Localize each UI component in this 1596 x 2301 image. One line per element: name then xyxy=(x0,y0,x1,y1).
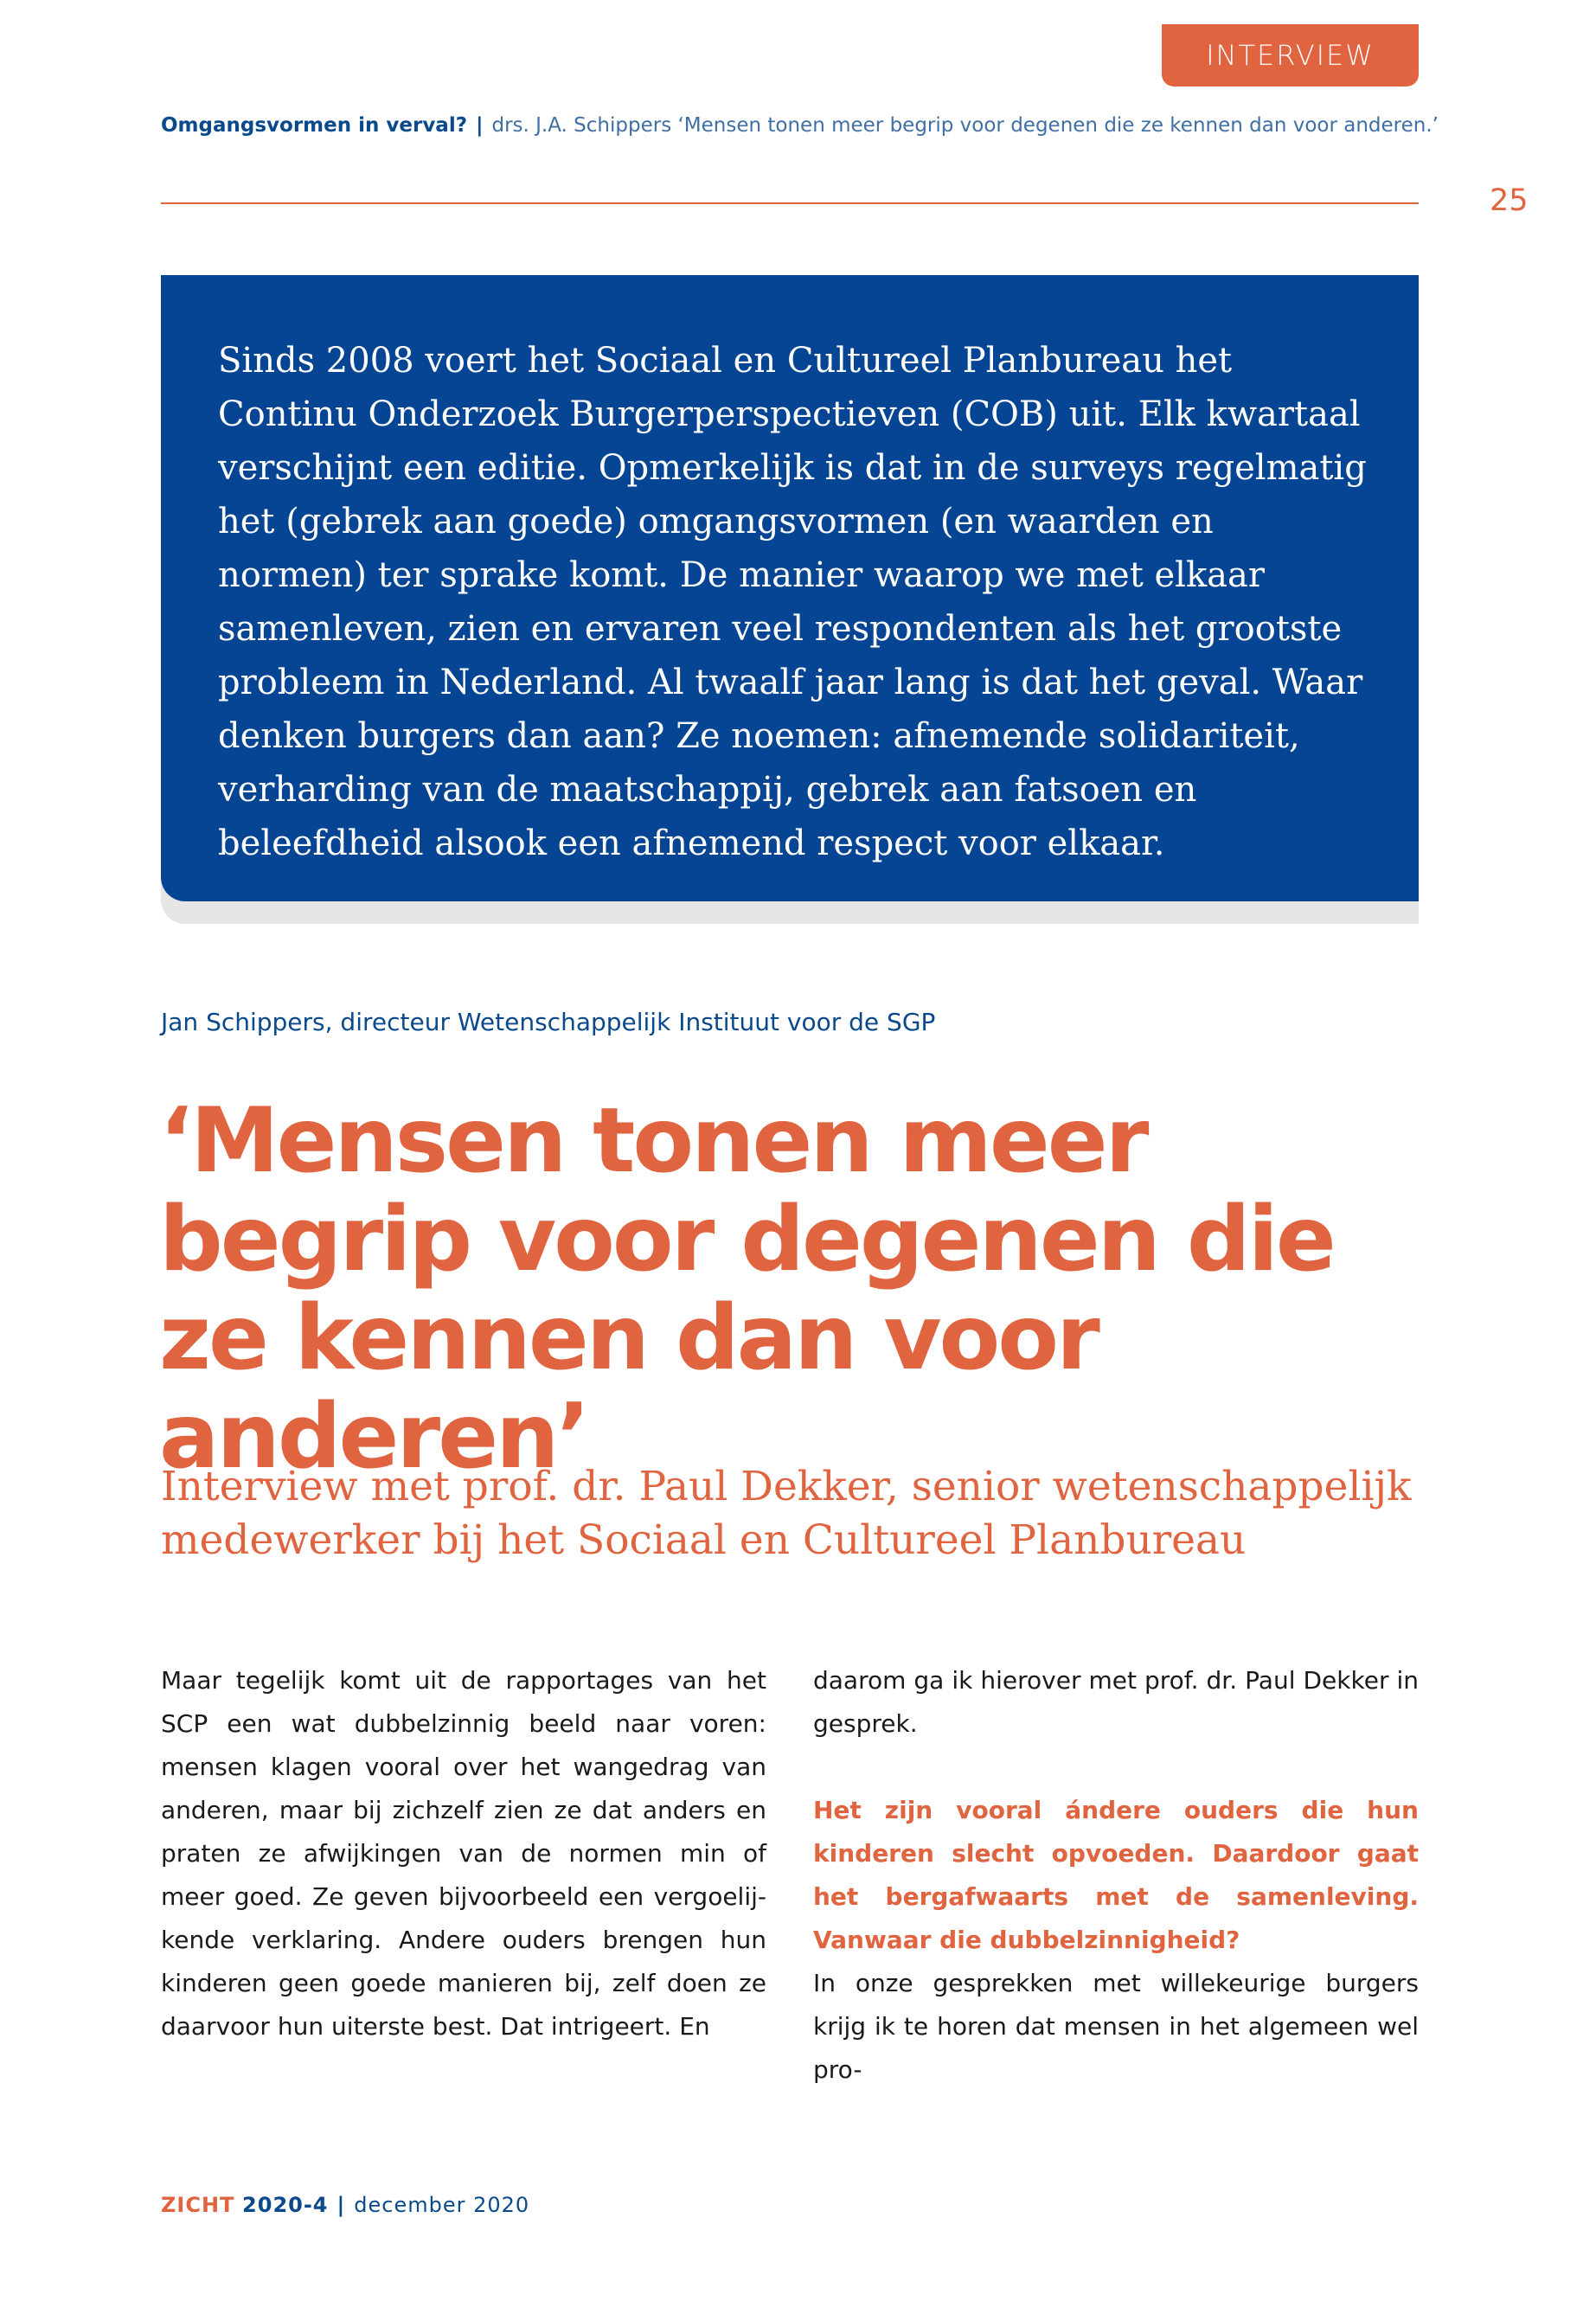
right-column xyxy=(813,1659,1419,2092)
footer-separator: | xyxy=(337,2193,346,2217)
series-title: Omgangsvormen in verval? xyxy=(161,114,468,137)
header-rule xyxy=(161,202,1419,204)
footer-magazine: ZICHT xyxy=(161,2193,235,2217)
intro-box xyxy=(161,275,1419,901)
section-tab-label: INTERVIEW xyxy=(1206,39,1375,72)
header-subtitle: drs. J.A. Schippers ‘Mensen tonen meer begrip voor degenen die ze kennen dan voor anderen.’ xyxy=(491,114,1439,137)
footer-date: december 2020 xyxy=(354,2193,530,2217)
interview-question: Het zijn vooral ándere ouders die hun kinderen slecht opvoeden. Daardoor gaat het bergafwaarts met de samenleving. Vanwaar die dubbelzinnigheid? xyxy=(813,1796,1419,1954)
footer xyxy=(161,2193,529,2217)
header-separator: | xyxy=(476,114,484,137)
byline: Jan Schippers, directeur Wetenschappelijk Instituut voor de SGP xyxy=(161,1008,936,1036)
section-tab xyxy=(1162,24,1419,87)
right-column-intro: daarom ga ik hierover met prof. dr. Paul Dekker in gesprek. xyxy=(813,1666,1419,1738)
running-header xyxy=(161,114,1439,137)
paragraph-gap xyxy=(813,1746,1419,1789)
page-number: 25 xyxy=(1490,183,1529,218)
subheadline: Interview met prof. dr. Paul Dekker, senior wetenschappelijk medewerker bij het Sociaal en Cultureel Planbureau xyxy=(161,1463,1412,1564)
footer-issue: 2020-4 xyxy=(242,2193,329,2217)
left-column xyxy=(161,1659,766,2048)
interview-answer: In onze gesprekken met willekeurige burgers krijg ik te horen dat mensen in het algemeen wel pro- xyxy=(813,1969,1419,2084)
headline: ‘Mensen tonen meer begrip voor degenen die ze kennen dan voor anderen’ xyxy=(159,1089,1334,1489)
left-column-text: Maar tegelijk komt uit de rapportages van het SCP een wat dubbelzinnig beeld naar voren: mensen klagen vooral over het wangedrag van anderen, maar bij zichzelf zien ze dat anders en praten ze afwijkingen van de normen min of meer goed. Ze geven bijvoorbeeld een vergoelijkende verklaring. Andere ouders brengen hun kinderen geen goede manieren bij, zelf doen ze daarvoor hun uiterste best. Dat intrigeert. En xyxy=(161,1666,766,2041)
intro-text: Sinds 2008 voert het Sociaal en Cultureel Planbureau het Continu Onderzoek Burgerperspectieven (COB) uit. Elk kwartaal verschijnt een editie. Opmerkelijk is dat in de surveys regelmatig het (gebrek aan goede) omgangsvormen (en waarden en normen) ter sprake komt. De manier waarop we met elkaar samenleven, zien en ervaren veel respondenten als het grootste probleem in Nederland. Al twaalf jaar lang is dat het geval. Waar denken burgers dan aan? Ze noemen: afnemende solidariteit, verharding van de maatschappij, gebrek aan fatsoen en beleefdheid alsook een afnemend respect voor elkaar. xyxy=(218,341,1367,863)
